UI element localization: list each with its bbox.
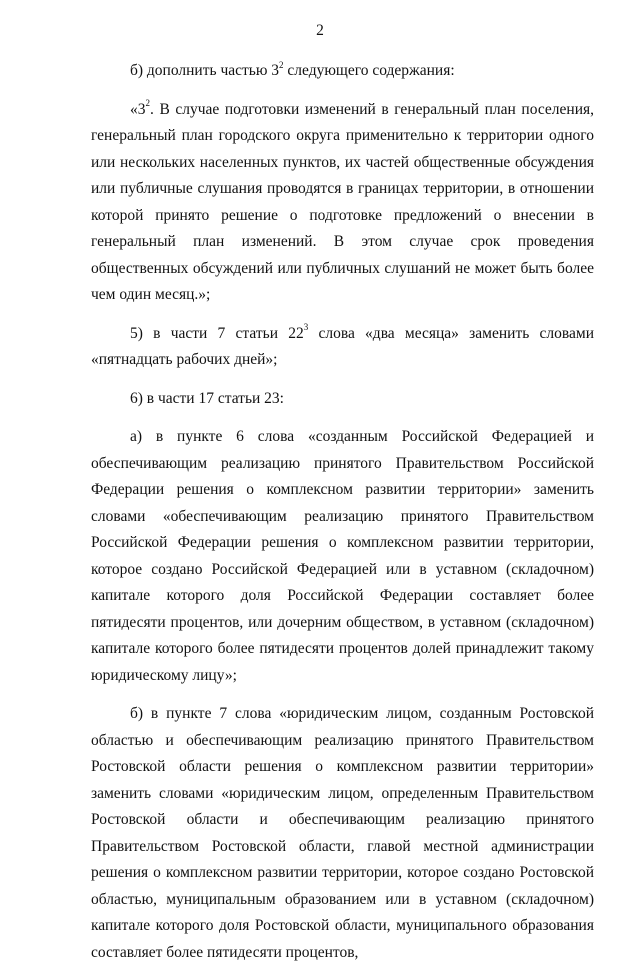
superscript: 3 xyxy=(303,322,309,333)
paragraph-text: 5) в части 7 статьи 22 xyxy=(130,324,304,342)
paragraph-text: следующего содержания: xyxy=(283,62,455,79)
page-number: 2 xyxy=(316,22,324,39)
paragraph-item-6a: а) в пункте 6 слова «созданным Российской Федерацией и обеспечивающим реализацию принятого Правительством Российской Федерации решения о комплексном развитии территории» заменить словами «обеспечивающим реализацию принятого Правительством Российской Федерации решения о комплексном развитии территории, которое создано Российской Федерацией или в уставном (складочном) капитале которого доля Российской Федерации составляет более пятидесяти процентов, или дочерним обществом, в уставном (складочном) капитале которого более пятидесяти процентов долей принадлежит такому юридическому лицу»; xyxy=(91,428,594,684)
paragraph-text: . В случае подготовки изменений в генеральный план поселения, генеральный план городского округа применительно к территории одного или нескольких населенных пунктов, их частей общественные обсуждения или публичные слушания проводятся в границах территории, в отношении которой принято решение о подготовке предложений о внесении в генеральный план изменений. В этом случае срок проведения общественных обсуждений или публичных слушаний не может быть более чем один месяц.»; xyxy=(91,100,594,303)
paragraph-text: «3 xyxy=(130,100,146,118)
paragraph-item-6b: б) в пункте 7 слова «юридическим лицом, созданным Ростовской областью и обеспечивающим реализацию принятого Правительством Ростовской области решения о комплексном развитии территории» заменить словами «юридическим лицом, определенным Правительством Ростовской области и обеспечивающим реализацию принятого Правительством Ростовской области, главой местной администрации решения о комплексном развитии территории, которое создано Ростовской областью, муниципальным образованием или в уставном (складочном) капитале которого доля Ростовской области, муниципального образования составляет более пятидесяти процентов, xyxy=(91,705,594,961)
document-body xyxy=(91,58,594,978)
paragraph-amendment-b xyxy=(91,58,594,85)
paragraph-text: б) дополнить частью 3 xyxy=(130,62,280,79)
paragraph-text: слова «два месяца» заменить словами «пятнадцать рабочих дней»; xyxy=(91,324,594,368)
paragraph-part-3-2 xyxy=(91,97,594,309)
superscript: 2 xyxy=(279,59,284,70)
paragraph-item-6: 6) в части 17 статьи 23: xyxy=(130,389,284,407)
paragraph-item-5 xyxy=(91,321,594,374)
superscript: 2 xyxy=(145,98,150,109)
